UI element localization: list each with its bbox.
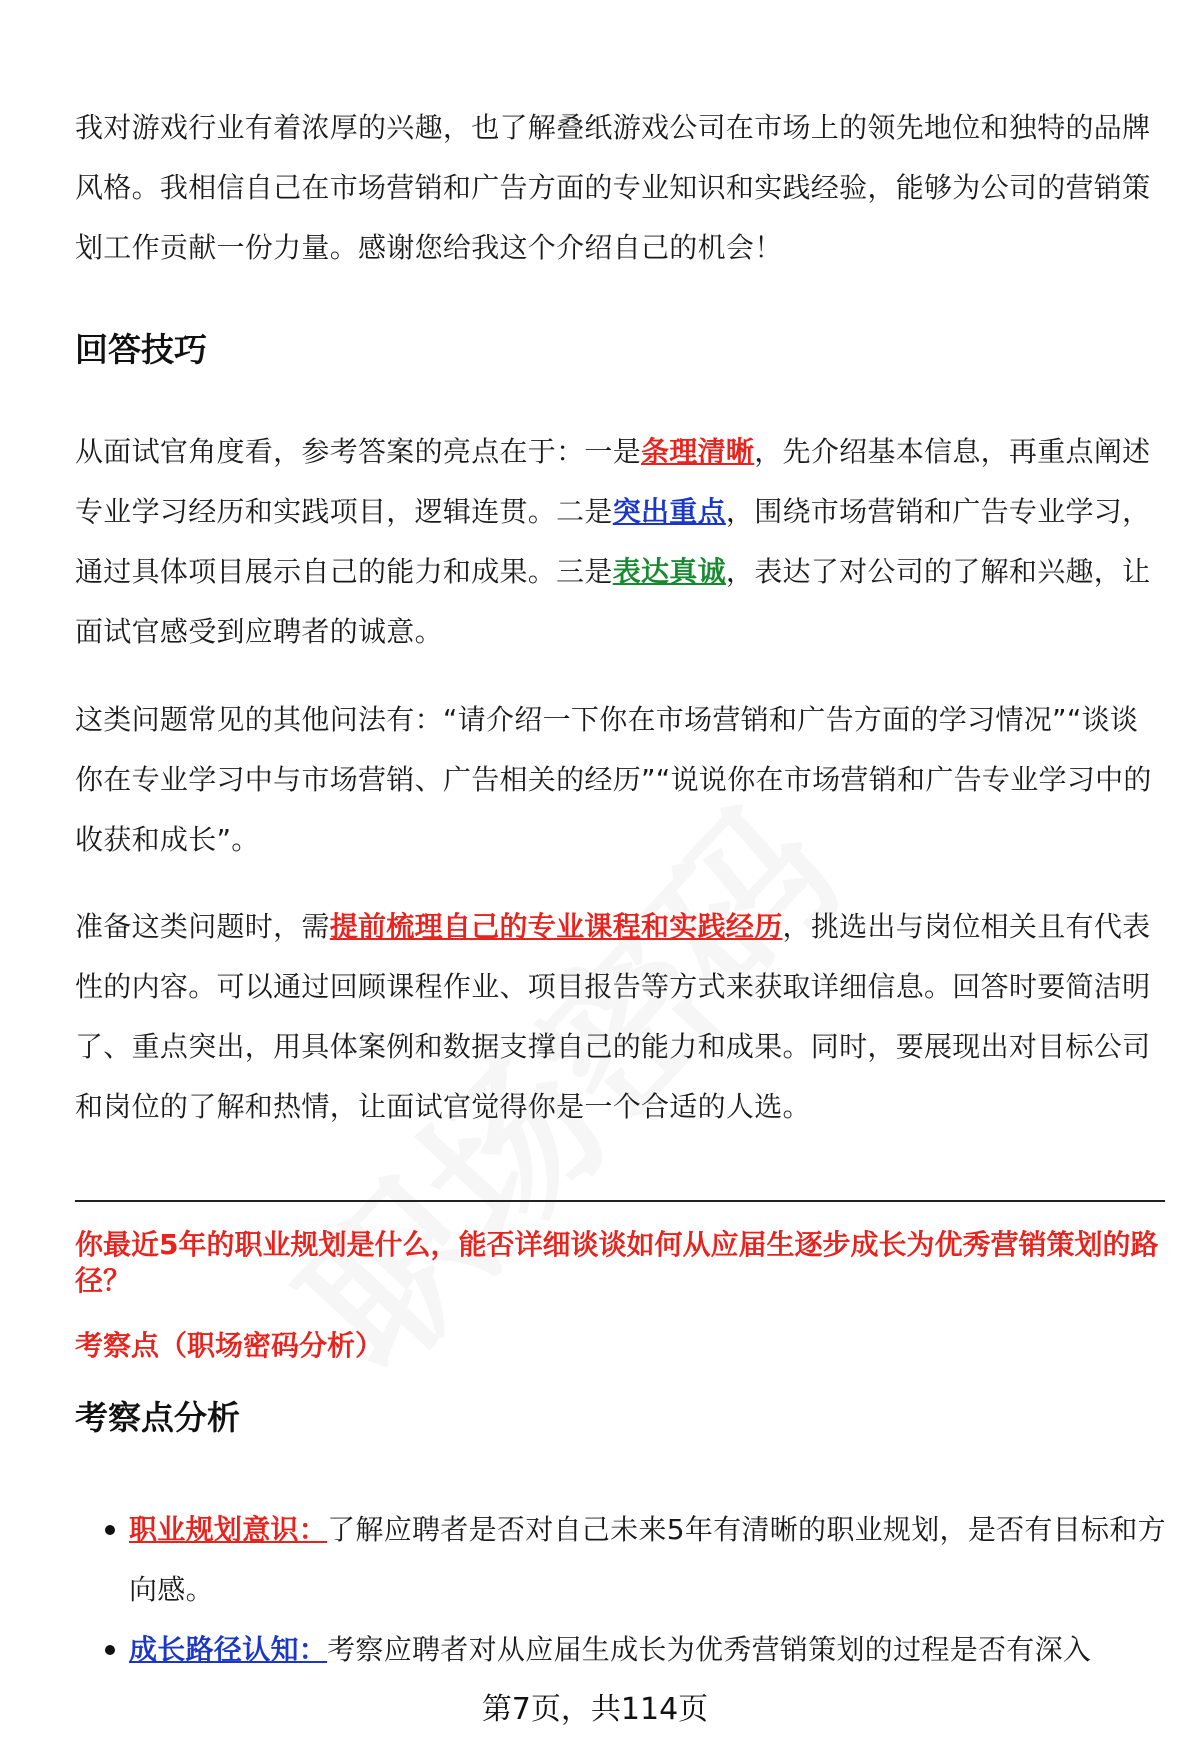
item-label: 成长路径认知： <box>129 1633 328 1666</box>
bullet-icon <box>105 1645 115 1655</box>
highlight-sincerity: 表达真诚 <box>612 555 726 588</box>
text-run: ，先介绍基本信息，再重点阐述专业学习经历和实践项目，逻辑连贯。二是 <box>75 435 1151 528</box>
section-heading-analysis: 考察点分析 <box>75 1398 240 1437</box>
text-run: ，表达了对公司的了解和兴趣，让面试官感受到应聘者的诚意。 <box>75 555 1151 648</box>
answer-tips-paragraph-1 <box>75 422 1165 662</box>
text-run: 准备这类问题时，需 <box>75 910 330 943</box>
text-run: ，挑选出与岗位相关且有代表性的内容。可以通过回顾课程作业、项目报告等方式来获取详细信息。回答时要简洁明了、重点突出，用具体案例和数据支撑自己的能力和成果。同时，要展现出对目标公司和岗位的了解和热情，让面试官觉得你是一个合适的人选。 <box>75 910 1151 1123</box>
text-run: 从面试官角度看，参考答案的亮点在于：一是 <box>75 435 642 468</box>
analysis-list <box>75 1500 1175 1680</box>
text-run: ，围绕市场营销和广告专业学习，通过具体项目展示自己的能力和成果。三是 <box>75 495 1151 588</box>
highlight-clear-structure: 条理清晰 <box>641 435 755 468</box>
highlight-prepare: 提前梳理自己的专业课程和实践经历 <box>329 910 783 943</box>
section-divider <box>75 1200 1165 1202</box>
intro-paragraph: 我对游戏行业有着浓厚的兴趣，也了解叠纸游戏公司在市场上的领先地位和独特的品牌风格。我相信自己在市场营销和广告方面的专业知识和实践经验，能够为公司的营销策划工作贡献一份力量。感谢您给我这个介绍自己的机会！ <box>75 111 1151 264</box>
section-heading-answer-tips: 回答技巧 <box>75 330 207 369</box>
item-text: 了解应聘者是否对自己未来5年有清晰的职业规划，是否有目标和方向感。 <box>129 1513 1166 1606</box>
highlight-key-points: 突出重点 <box>612 495 726 528</box>
list-item <box>75 1620 1175 1680</box>
item-label: 职业规划意识： <box>129 1513 328 1546</box>
interview-question: 你最近5年的职业规划是什么，能否详细谈谈如何从应届生逐步成长为优秀营销策划的路径？ <box>75 1228 1159 1297</box>
item-text: 考察应聘者对从应届生成长为优秀营销策划的过程是否有深入 <box>327 1633 1092 1666</box>
answer-tips-paragraph-2: 这类问题常见的其他问法有：“请介绍一下你在市场营销和广告方面的学习情况”“谈谈你在专业学习中与市场营销、广告相关的经历”“说说你在市场营销和广告专业学习中的收获和成长”。 <box>75 703 1152 856</box>
list-item <box>75 1500 1175 1620</box>
question-subtitle: 考察点（职场密码分析） <box>75 1329 384 1362</box>
bullet-icon <box>105 1525 115 1535</box>
answer-tips-paragraph-3 <box>75 897 1165 1137</box>
page-number: 第7页，共114页 <box>481 1692 709 1727</box>
